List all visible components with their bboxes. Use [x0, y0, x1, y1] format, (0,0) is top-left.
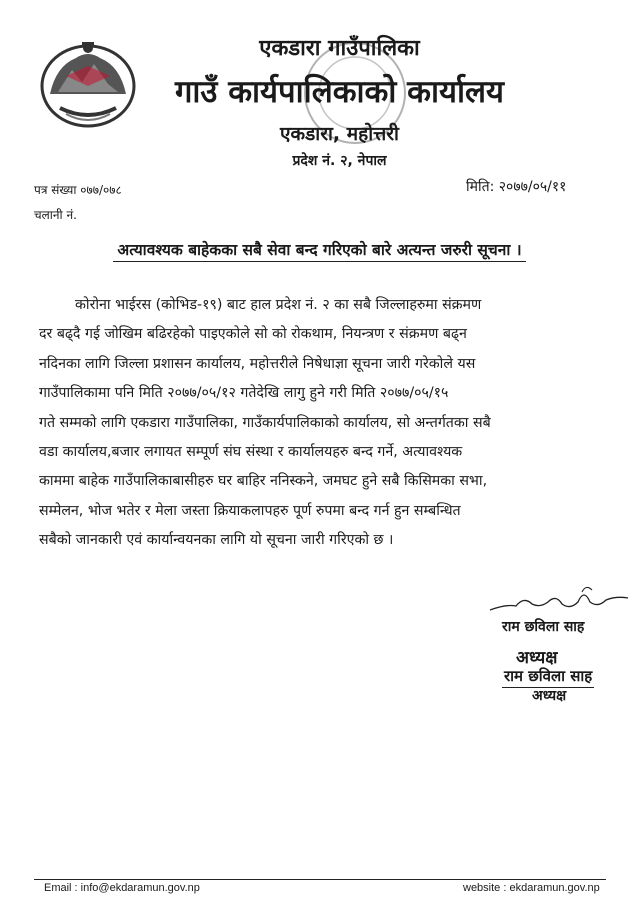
body-line: सबैको जानकारी एवं कार्यान्वयनका लागि यो सूचना जारी गरिएको छ ।: [39, 532, 394, 549]
subject-line: [0, 238, 639, 260]
notice-body: [39, 291, 617, 556]
seal-role: अध्यक्ष: [532, 688, 567, 704]
subject-text: अत्यावश्यक बाहेकका सबै सेवा बन्द गरिएको बारे अत्यन्त जरुरी सूचना ।: [113, 241, 525, 262]
body-line: काममा बाहेक गाउँपालिकाबासीहरु घर बाहिर ननिस्कने, जमघट हुने सबै किसिमका सभा,: [39, 473, 488, 490]
reference-number: पत्र संख्या ०७७/०७८: [34, 183, 122, 197]
org-name: एकडारा गाउँपालिका: [259, 36, 420, 61]
office-name: गाउँ कार्यपालिकाको कार्यालय: [174, 74, 505, 110]
office-address: एकडारा, महोत्तरी: [280, 123, 399, 145]
footer-website[interactable]: website : ekdaramun.gov.np: [463, 882, 600, 894]
seal-title: अध्यक्ष: [516, 648, 558, 668]
body-line: गाउँपालिकामा पनि मिति २०७७/०५/१२ गतेदेखि लागु हुने गरी मिति २०७७/०५/१५: [39, 385, 449, 402]
body-line: गते सम्मको लागि एकडारा गाउँपालिका, गाउँकार्यपालिकाको कार्यालय, सो अन्तर्गतका सबै: [39, 414, 491, 431]
handwritten-signature-icon: [486, 582, 632, 618]
body-line: दर बढ्दै गई जोखिम बढिरहेको पाइएकोले सो को रोकथाम, नियन्त्रण र संक्रमण बढ्न: [39, 326, 467, 343]
body-line: कोरोना भाईरस (कोभिड-१९) बाट हाल प्रदेश नं. २ का सबै जिल्लाहरुमा संक्रमण: [75, 297, 482, 313]
body-line: नदिनका लागि जिल्ला प्रशासन कार्यालय, महोत्तरीले निषेधाज्ञा सूचना जारी गरेकोले यस: [39, 355, 476, 372]
signatory-name: राम छविला साह: [502, 619, 585, 635]
dispatch-number: चलानी नं.: [34, 208, 77, 222]
footer-divider: [34, 879, 606, 880]
body-line: सम्मेलन, भोज भतेर र मेला जस्ता क्रियाकलापहरु पूर्ण रुपमा बन्द गर्न हुन सम्बन्धित: [39, 502, 461, 519]
province-line: प्रदेश नं. २, नेपाल: [292, 153, 387, 169]
footer-email[interactable]: Email : info@ekdaramun.gov.np: [44, 882, 200, 894]
letter-date: मिति: २०७७/०५/११: [466, 179, 567, 195]
body-line: वडा कार्यालय,बजार लगायत सम्पूर्ण संघ संस्था र कार्यालयहरु बन्द गर्ने, अत्यावश्यक: [39, 444, 463, 461]
seal-name: राम छविला साह: [502, 666, 594, 688]
